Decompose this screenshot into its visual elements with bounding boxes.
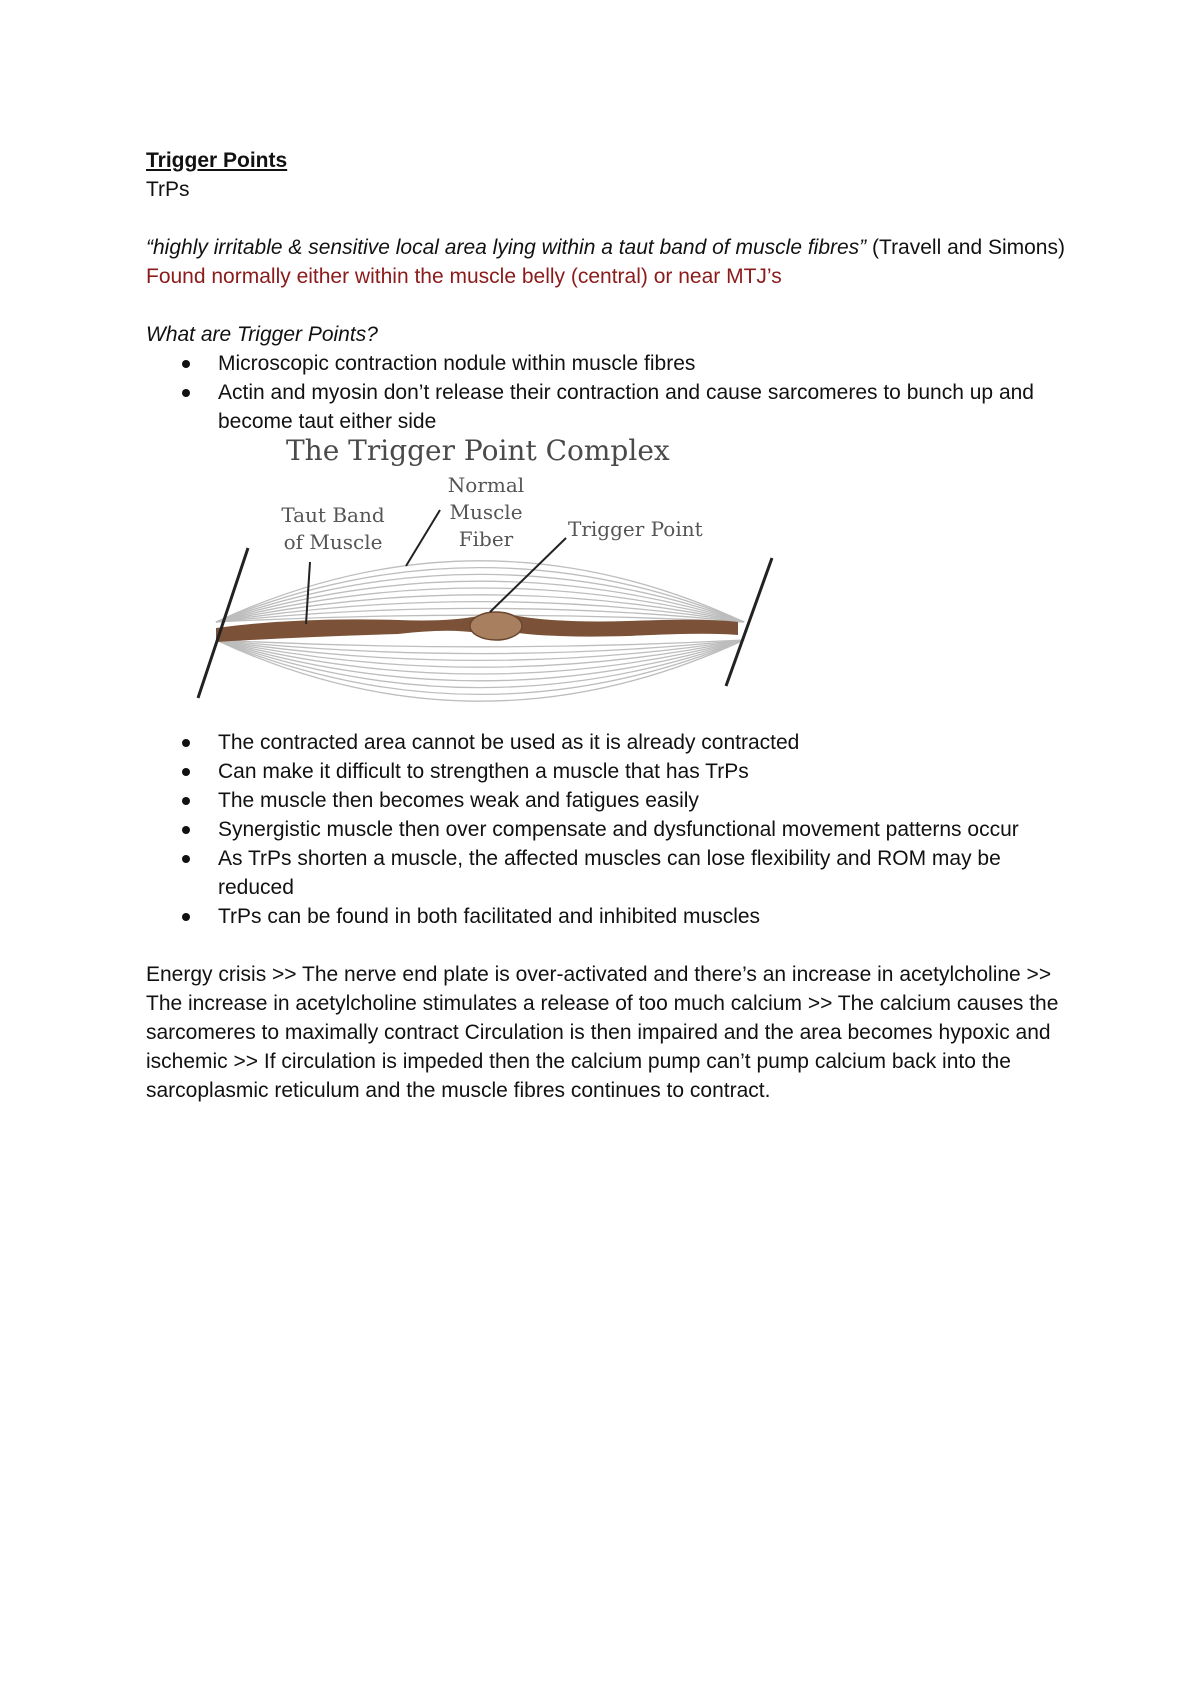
bullet-icon xyxy=(182,855,190,863)
figure-title: The Trigger Point Complex xyxy=(286,434,670,467)
list-item-text: Microscopic contraction nodule within muscle fibres xyxy=(218,352,696,375)
list-item-text: As TrPs shorten a muscle, the affected muscles can lose flexibility and ROM may be reduced xyxy=(218,847,1001,899)
list-item-text: The contracted area cannot be used as it is already contracted xyxy=(218,731,800,754)
list-item xyxy=(146,728,1076,757)
quote-attribution: (Travell and Simons) xyxy=(866,236,1065,259)
list-item xyxy=(146,378,1076,436)
list-item xyxy=(146,844,1076,902)
list-item xyxy=(146,349,1076,378)
list-item xyxy=(146,815,1076,844)
trigger-point-nodule xyxy=(470,612,522,640)
spacer xyxy=(146,931,1076,960)
bullet-icon xyxy=(182,360,190,368)
muscle-fiber-line xyxy=(216,640,744,647)
list-item-text: Can make it difficult to strengthen a muscle that has TrPs xyxy=(218,760,749,783)
list-item-text: TrPs can be found in both facilitated and inhibited muscles xyxy=(218,905,761,928)
list-item xyxy=(146,902,1076,931)
bullet-icon xyxy=(182,797,190,805)
document-content xyxy=(146,146,1076,1105)
bullet-list-first xyxy=(146,349,1076,436)
muscle-fiber-line xyxy=(216,640,744,701)
label-taut-band: Taut Band of Muscle xyxy=(281,503,385,554)
bullet-list-second xyxy=(146,728,1076,931)
muscle-fiber-line xyxy=(216,640,744,674)
list-item-text: Synergistic muscle then over compensate and dysfunctional movement patterns occur xyxy=(218,818,1019,841)
document-subtitle: TrPs xyxy=(146,178,190,201)
section-heading: What are Trigger Points? xyxy=(146,323,378,346)
pointer-normal-fiber xyxy=(406,510,440,566)
energy-crisis-paragraph: Energy crisis >> The nerve end plate is over-activated and there’s an increase in acetylcholine >> The increase in acetylcholine stimulates a release of too much calcium >> The calcium causes the sarcomeres to maximally contract Circulation is then impaired and the area becomes hypoxic and ischemic >> If circulation is impeded then the calcium pump can’t pump calcium back into the sarcoplasmic reticulum and the muscle fibres continues to contract. xyxy=(146,963,1059,1102)
label-normal-fiber: Normal Muscle Fiber xyxy=(447,473,525,551)
bullet-icon xyxy=(182,768,190,776)
quote-text: “highly irritable & sensitive local area lying within a taut band of muscle fibres” xyxy=(146,236,867,259)
list-item xyxy=(146,786,1076,815)
spacer xyxy=(146,204,1076,233)
definition-quote xyxy=(146,233,1076,262)
label-trigger-point: Trigger Point xyxy=(568,517,703,541)
bullet-icon xyxy=(182,913,190,921)
trigger-point-figure xyxy=(178,436,798,726)
location-note: Found normally either within the muscle belly (central) or near MTJ’s xyxy=(146,265,782,288)
muscle-end-left xyxy=(198,548,248,698)
document-title: Trigger Points xyxy=(146,149,288,172)
bullet-icon xyxy=(182,739,190,747)
bullet-icon xyxy=(182,826,190,834)
list-item-text: The muscle then becomes weak and fatigues easily xyxy=(218,789,699,812)
muscle-fiber-line xyxy=(216,561,744,622)
bullet-icon xyxy=(182,389,190,397)
spacer xyxy=(146,291,1076,320)
list-item-text: Actin and myosin don’t release their contraction and cause sarcomeres to bunch up and become taut either side xyxy=(218,381,1034,433)
list-item xyxy=(146,757,1076,786)
